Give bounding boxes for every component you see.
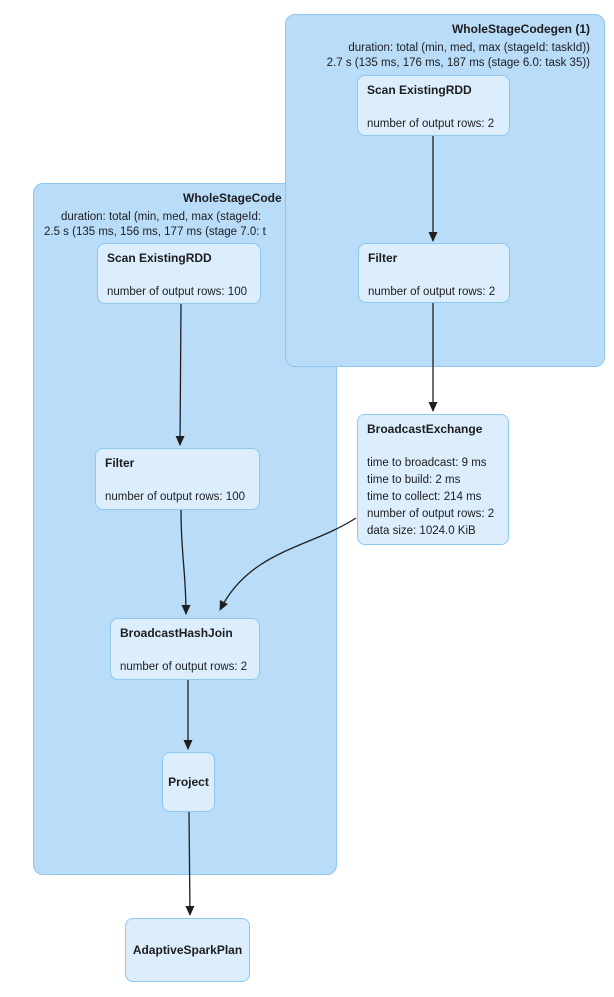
node-filter-1 — [358, 243, 510, 303]
node-metric: number of output rows: 100 — [107, 286, 247, 298]
node-title: Project — [168, 775, 209, 789]
node-metric: number of output rows: 2 — [367, 508, 495, 520]
cluster-title: WholeStageCode — [183, 191, 282, 205]
cluster-title: WholeStageCodegen (1) — [451, 22, 590, 36]
node-filter-2 — [95, 448, 260, 510]
node-broadcast-exchange — [357, 414, 509, 545]
node-title: Filter — [368, 251, 398, 265]
cluster-duration — [327, 41, 590, 71]
node-title: BroadcastExchange — [367, 422, 483, 436]
node-metric: number of output rows: 100 — [105, 491, 245, 503]
node-broadcast-hash-join — [110, 618, 260, 680]
node-scan-existingrdd-1 — [357, 75, 510, 136]
node-metric: data size: 1024.0 KiB — [367, 525, 476, 537]
node-metrics — [367, 455, 499, 540]
cluster-duration-line: duration: total (min, med, max (stageId: taskId)) — [348, 42, 590, 54]
node-adaptive-spark-plan — [125, 918, 250, 982]
node-metric: time to broadcast: 9 ms — [367, 457, 487, 469]
node-metric: number of output rows: 2 — [367, 118, 495, 130]
cluster-duration-line: duration: total (min, med, max (stageId: — [61, 211, 262, 223]
node-title: Filter — [105, 456, 135, 470]
node-scan-existingrdd-2 — [97, 243, 261, 304]
node-project — [162, 752, 215, 812]
node-metric: number of output rows: 2 — [368, 286, 496, 298]
node-title: Scan ExistingRDD — [367, 83, 472, 97]
node-title: Scan ExistingRDD — [107, 251, 212, 265]
node-metric: number of output rows: 2 — [120, 661, 248, 673]
node-title: AdaptiveSparkPlan — [132, 943, 243, 957]
cluster-duration-line: 2.7 s (135 ms, 176 ms, 187 ms (stage 6.0: task 35)) — [326, 57, 590, 69]
node-metric: time to build: 2 ms — [367, 474, 461, 486]
cluster-duration-line: 2.5 s (135 ms, 156 ms, 177 ms (stage 7.0: t — [44, 226, 266, 238]
node-title: BroadcastHashJoin — [120, 626, 233, 640]
cluster-wholestagecodegen-1 — [285, 14, 605, 367]
node-metric: time to collect: 214 ms — [367, 491, 482, 503]
